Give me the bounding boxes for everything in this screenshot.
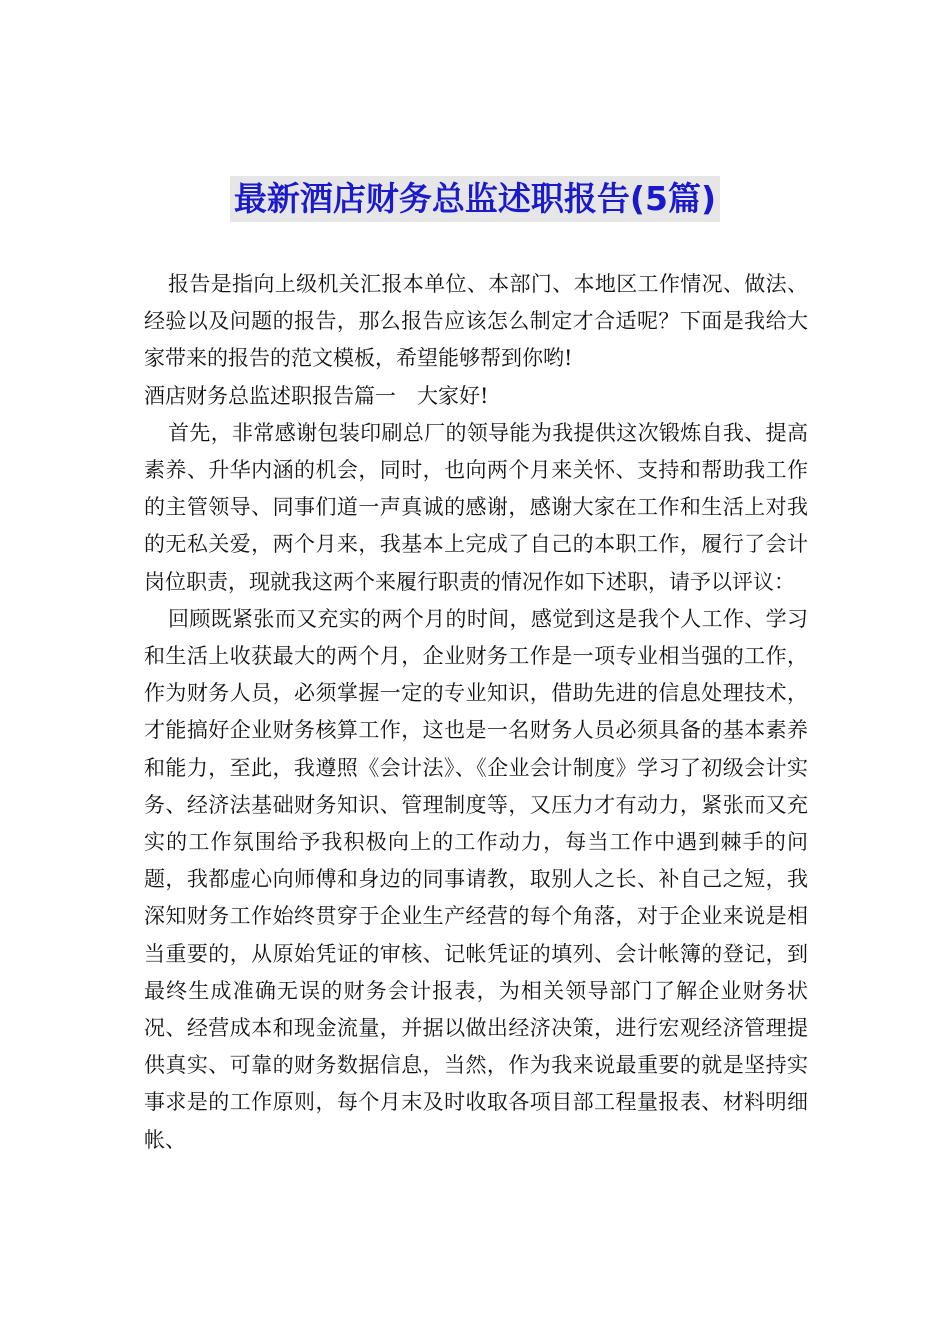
paragraph-intro: 报告是指向上级机关汇报本单位、本部门、本地区工作情况、做法、经验以及问题的报告，那么报告应该怎么制定才合适呢？下面是我给大家带来的报告的范文模板，希望能够帮到你哟! (144, 272, 808, 371)
section-heading: 酒店财务总监述职报告篇一 大家好! (144, 383, 489, 408)
paragraph-review: 回顾既紧张而又充实的两个月的时间，感觉到这是我个人工作、学习和生活上收获最大的两个月，企业财务工作是一项专业相当强的工作，作为财务人员，必须掌握一定的专业知识，借助先进的信息处理技术，才能搞好企业财务核算工作，这也是一名财务人员必须具备的基本素养和能力，至此，我遵照《会计法》、《企业会计制度》学习了初级会计实务、经济法基础财务知识、管理制度等，又压力才有动力，紧张而又充实的工作氛围给予我积极向上的工作动力，每当工作中遇到棘手的问题，我都虚心向师傅和身边的同事请教，取别人之长、补自己之短，我深知财务工作始终贯穿于企业生产经营的每个角落，对于企业来说是相当重要的，从原始凭证的审核、记帐凭证的填列、会计帐簿的登记，到最终生成准确无误的财务会计报表，为相关领导部门了解企业财务状况、经营成本和现金流量，并据以做出经济决策，进行宏观经济管理提供真实、可靠的财务数据信息，当然，作为我来说最重要的就是坚持实事求是的工作原则，每个月末及时收取各项目部工程量报表、材料明细帐、 (144, 606, 808, 1152)
paragraph-thanks: 首先，非常感谢包装印刷总厂的领导能为我提供这次锻炼自我、提高素养、升华内涵的机会，同时，也向两个月来关怀、支持和帮助我工作的主管领导、同事们道一声真诚的感谢，感谢大家在工作和生活上对我的无私关爱，两个月来，我基本上完成了自己的本职工作，履行了会计岗位职责，现就我这两个来履行职责的情况作如下述职，请予以评议： (144, 420, 808, 594)
document-body (144, 266, 808, 1159)
title-container (0, 176, 950, 222)
document-title: 最新酒店财务总监述职报告(5篇) (230, 176, 720, 222)
